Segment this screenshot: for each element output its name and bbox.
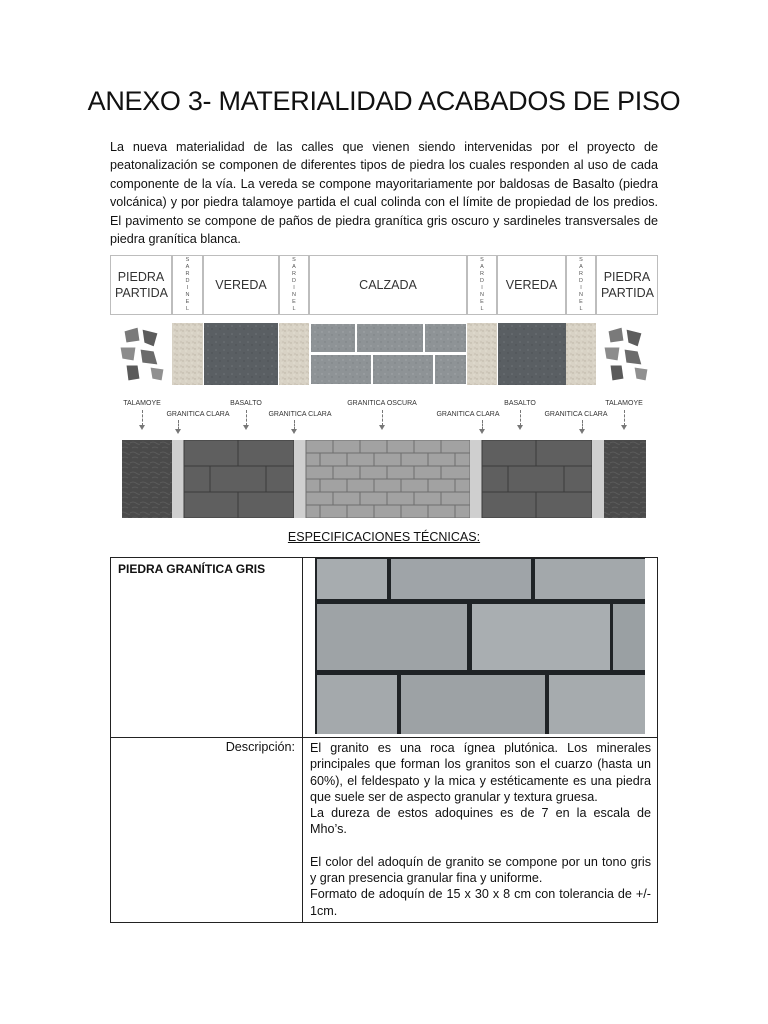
section-label-letter: E bbox=[579, 299, 583, 305]
plan-sardinel-1 bbox=[172, 440, 184, 518]
arrow-granitica-clara-3 bbox=[482, 420, 483, 430]
spec-image-cell bbox=[303, 558, 658, 738]
section-label-letter: L bbox=[480, 306, 484, 312]
section-label: VEREDA bbox=[505, 278, 558, 292]
basalto-photo-left bbox=[204, 323, 278, 385]
section-label-letter: A bbox=[579, 264, 583, 270]
arrow-granitica-oscura bbox=[382, 410, 383, 426]
street-section-band bbox=[110, 255, 658, 317]
plan-basalto-left bbox=[184, 440, 294, 518]
section-label-letter: R bbox=[185, 271, 190, 277]
plan-talamoye-left bbox=[122, 440, 172, 518]
section-label-letter: E bbox=[292, 299, 296, 305]
section-label-letter: N bbox=[292, 292, 296, 298]
section-label-letter: S bbox=[480, 257, 484, 263]
section-label-letter: S bbox=[579, 257, 583, 263]
section-label-letter: A bbox=[292, 264, 296, 270]
granitica-clara-photo-3 bbox=[467, 323, 497, 385]
page-title: ANEXO 3- MATERIALIDAD ACABADOS DE PISO bbox=[87, 86, 681, 116]
plan-sardinel-2 bbox=[294, 440, 306, 518]
basalto-photo-right bbox=[498, 323, 566, 385]
section-label-letter: S bbox=[292, 257, 296, 263]
section-label-letter: D bbox=[185, 278, 190, 284]
section-label-letter: S bbox=[185, 257, 190, 263]
section-label-letter: D bbox=[292, 278, 296, 284]
arrow-talamoye-left bbox=[142, 410, 143, 426]
section-label: VEREDA bbox=[215, 278, 267, 292]
section-label bbox=[579, 257, 583, 313]
label-talamoye-left: TALAMOYE bbox=[123, 400, 161, 407]
section-label-letter: N bbox=[480, 292, 484, 298]
section-vereda-right bbox=[497, 255, 566, 315]
description-text bbox=[303, 738, 658, 923]
talamoye-photo-left bbox=[120, 327, 164, 381]
arrow-basalto-left bbox=[246, 410, 247, 426]
talamoye-photo-right bbox=[604, 327, 648, 381]
label-talamoye-right: TALAMOYE bbox=[605, 400, 643, 407]
granitica-oscura-photo bbox=[310, 323, 467, 385]
pavement-plan-view bbox=[110, 440, 658, 518]
granitica-clara-photo-1 bbox=[172, 323, 203, 385]
plan-granitica-oscura bbox=[306, 440, 470, 518]
arrow-talamoye-right bbox=[624, 410, 625, 426]
label-basalto-right: BASALTO bbox=[504, 400, 536, 407]
arrow-basalto-right bbox=[520, 410, 521, 426]
section-label-letter: N bbox=[579, 292, 583, 298]
section-piedra-partida-right bbox=[596, 255, 658, 315]
description-paragraph: El granito es una roca ígnea plutónica. Los minerales principales que forman los granitos son el cuarzo (hasta un 60%), el feldespato y la mica y estéticamente es una piedra que suele ser de aspecto granular y textura gruesa. bbox=[310, 741, 651, 804]
section-label: PIEDRA PARTIDA bbox=[115, 270, 169, 300]
granitica-clara-photo-4 bbox=[566, 323, 596, 385]
section-piedra-partida-left bbox=[110, 255, 172, 315]
granitica-clara-photo-2 bbox=[279, 323, 309, 385]
section-label-letter: I bbox=[186, 285, 189, 291]
section-label-letter: R bbox=[579, 271, 583, 277]
table-row bbox=[111, 738, 658, 923]
section-label-letter: A bbox=[480, 264, 484, 270]
description-label: Descripción: bbox=[111, 738, 303, 923]
section-label: PIEDRA PARTIDA bbox=[601, 270, 655, 300]
table-row bbox=[111, 558, 658, 738]
specs-heading: ESPECIFICACIONES TÉCNICAS: bbox=[287, 530, 481, 544]
label-granitica-clara-2: GRANITICA CLARA bbox=[268, 411, 332, 418]
label-granitica-clara-4: GRANITICA CLARA bbox=[544, 411, 608, 418]
description-paragraph: La dureza de estos adoquines es de 7 en la escala de Mho’s. bbox=[310, 806, 651, 837]
section-sardinel-3 bbox=[467, 255, 497, 315]
granite-paver-image bbox=[315, 558, 645, 734]
arrow-granitica-clara-4 bbox=[582, 420, 583, 430]
plan-basalto-right bbox=[482, 440, 592, 518]
section-label bbox=[186, 257, 190, 313]
section-label bbox=[480, 257, 484, 313]
section-sardinel-2 bbox=[279, 255, 309, 315]
section-label-letter: R bbox=[480, 271, 484, 277]
section-label-letter: I bbox=[580, 285, 582, 291]
section-calzada bbox=[309, 255, 467, 315]
section-label-letter: A bbox=[185, 264, 190, 270]
section-label-letter: D bbox=[579, 278, 583, 284]
section-sardinel-1 bbox=[172, 255, 203, 315]
arrow-granitica-clara-1 bbox=[178, 420, 179, 430]
plan-sardinel-3 bbox=[470, 440, 482, 518]
label-granitica-oscura: GRANITICA OSCURA bbox=[347, 400, 417, 407]
section-label-letter: L bbox=[292, 306, 296, 312]
section-label-letter: N bbox=[185, 292, 190, 298]
material-labels bbox=[110, 398, 658, 438]
intro-paragraph: La nueva materialidad de las calles que vienen siendo intervenidas por el proyecto de peatonalización se componen de diferentes tipos de piedra los cuales responden al uso de cada componente de la vía. La vereda se compone mayoritariamente por baldosas de Basalto (piedra volcánica) y por piedra talamoye partida el cual colinda con el límite de propiedad de los predios. El pavimento se compone de paños de piedra granítica gris oscuro y sardineles transversales de piedra granítica blanca. bbox=[110, 140, 658, 247]
spec-item-name: PIEDRA GRANÍTICA GRIS bbox=[111, 558, 303, 738]
description-paragraph: El color del adoquín de granito se compone por un tono gris y gran presencia granular fina y uniforme. bbox=[310, 854, 651, 886]
description-paragraph: Formato de adoquín de 15 x 30 x 8 cm con tolerancia de +/- 1cm. bbox=[310, 887, 651, 918]
section-sardinel-4 bbox=[566, 255, 596, 315]
label-basalto-left: BASALTO bbox=[230, 400, 262, 407]
section-label-letter: D bbox=[480, 278, 484, 284]
material-photo-strip bbox=[110, 323, 658, 385]
section-vereda-left bbox=[203, 255, 279, 315]
plan-sardinel-4 bbox=[592, 440, 604, 518]
section-label-letter: R bbox=[292, 271, 296, 277]
section-label-letter: E bbox=[480, 299, 484, 305]
section-label-letter: L bbox=[579, 306, 583, 312]
plan-talamoye-right bbox=[604, 440, 646, 518]
section-label-letter: I bbox=[293, 285, 295, 291]
section-label-letter: I bbox=[481, 285, 483, 291]
arrow-granitica-clara-2 bbox=[294, 420, 295, 430]
section-label: CALZADA bbox=[359, 278, 417, 292]
specs-table bbox=[110, 557, 658, 923]
label-granitica-clara-3: GRANITICA CLARA bbox=[436, 411, 500, 418]
section-label-letter: L bbox=[185, 306, 190, 312]
section-label-letter: E bbox=[185, 299, 190, 305]
label-granitica-clara-1: GRANITICA CLARA bbox=[166, 411, 230, 418]
section-label bbox=[292, 257, 296, 313]
